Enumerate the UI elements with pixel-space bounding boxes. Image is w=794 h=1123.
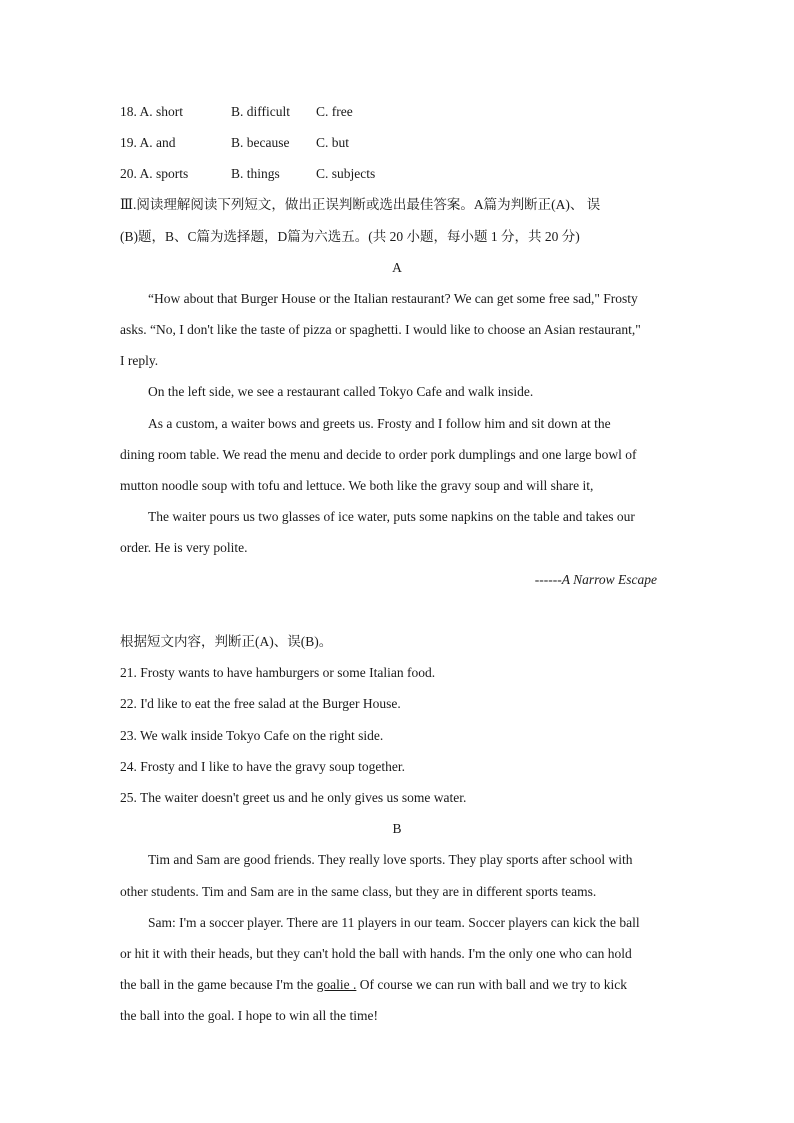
passage-a-line: The waiter pours us two glasses of ice water, puts some napkins on the table and takes our: [148, 509, 635, 524]
option-19-a: 19. A. and: [120, 135, 176, 150]
passage-a-source: ------A Narrow Escape: [534, 572, 657, 587]
underlined-word: goalie .: [316, 977, 357, 992]
option-19-c: C. but: [316, 135, 350, 150]
question-item: 22. I'd like to eat the free salad at the Burger House.: [120, 696, 401, 711]
option-20-b: B. things: [231, 166, 280, 181]
passage-b-line5-pre: the ball in the game because I'm the: [120, 977, 317, 992]
question-item: 25. The waiter doesn't greet us and he only gives us some water.: [120, 790, 467, 805]
question-item: 23. We walk inside Tokyo Cafe on the right side.: [120, 728, 384, 743]
passage-a-label: A: [392, 260, 402, 275]
passage-b-line: Sam: I'm a soccer player. There are 11 players in our team. Soccer players can kick the ball: [148, 915, 640, 930]
passage-b-line: the ball into the goal. I hope to win all the time!: [120, 1008, 378, 1023]
passage-a-line: “How about that Burger House or the Italian restaurant? We can get some free sad," Frosty: [148, 291, 638, 306]
option-19-b: B. because: [231, 135, 290, 150]
option-20-c: C. subjects: [316, 166, 376, 181]
passage-b-line: other students. Tim and Sam are in the same class, but they are in different sports teams.: [120, 884, 597, 899]
passage-a-line: asks. “No, I don't like the taste of pizza or spaghetti. I would like to choose an Asian restaurant,": [120, 322, 641, 337]
question-item: 21. Frosty wants to have hamburgers or some Italian food.: [120, 665, 436, 680]
passage-a-line: dining room table. We read the menu and decide to order pork dumplings and one large bowl of: [120, 447, 637, 462]
option-18-a: 18. A. short: [120, 104, 184, 119]
passage-b-label: B: [392, 821, 402, 836]
passage-a-line: As a custom, a waiter bows and greets us. Frosty and I follow him and sit down at the: [148, 416, 611, 431]
passage-a-line: I reply.: [120, 353, 159, 368]
section-heading-line2: (B)题，B、C篇为选择题，D篇为六选五。(共 20 小题，每小题 1 分，共 20 分): [120, 229, 580, 244]
section-heading-line1: Ⅲ.阅读理解阅读下列短文，做出正误判断或选出最佳答案。A篇为判断正(A)、 误: [120, 197, 601, 212]
passage-a-line: mutton noodle soup with tofu and lettuce. We both like the gravy soup and will share it,: [120, 478, 594, 493]
option-18-c: C. free: [316, 104, 353, 119]
passage-b-line: Tim and Sam are good friends. They really love sports. They play sports after school with: [148, 852, 633, 867]
passage-b-line: [120, 975, 627, 995]
judge-instruction: 根据短文内容，判断正(A)、误(B)。: [120, 634, 333, 649]
question-item: 24. Frosty and I like to have the gravy soup together.: [120, 759, 405, 774]
option-18-b: B. difficult: [231, 104, 290, 119]
option-20-a: 20. A. sports: [120, 166, 189, 181]
passage-b-line: or hit it with their heads, but they can't hold the ball with hands. I'm the only one who can hold: [120, 946, 632, 961]
passage-a-line: order. He is very polite.: [120, 540, 248, 555]
passage-a-line: On the left side, we see a restaurant called Tokyo Cafe and walk inside.: [148, 384, 534, 399]
passage-b-line5-post: Of course we can run with ball and we try to kick: [356, 977, 628, 992]
